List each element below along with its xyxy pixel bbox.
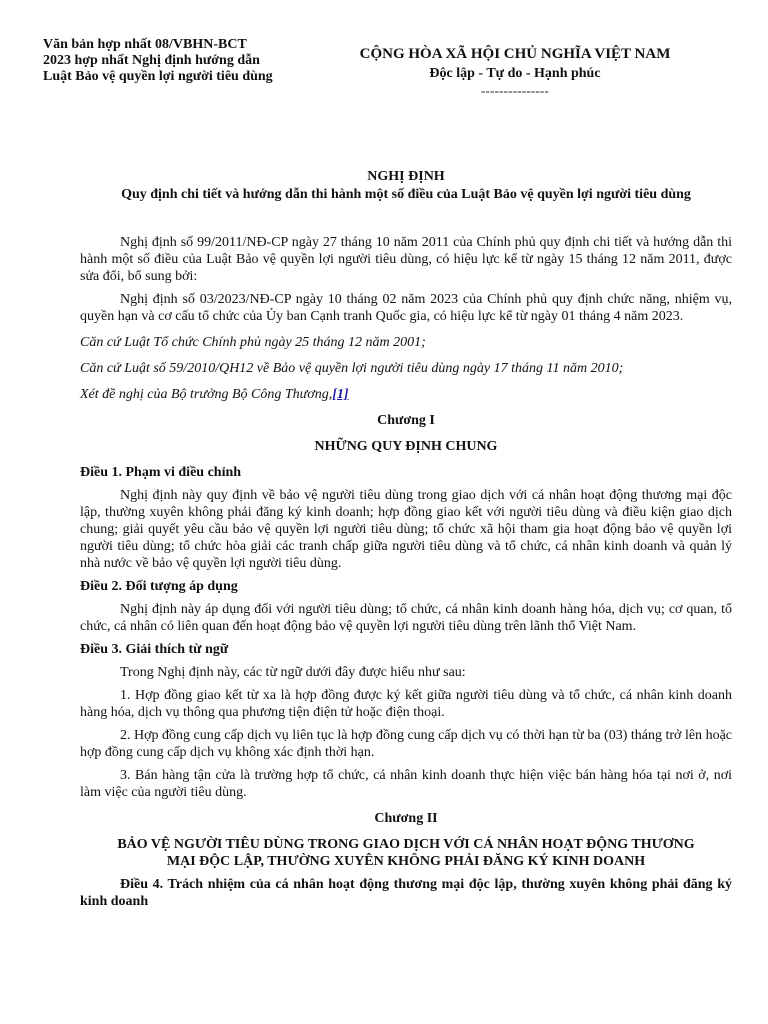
reference-line-2: 2023 hợp nhất Nghị định hướng dẫn bbox=[43, 53, 260, 68]
document-subtitle: Quy định chi tiết và hướng dẫn thi hành một số điều của Luật Bảo vệ quyền lợi người tiêu dùng bbox=[121, 187, 691, 202]
legal-basis-1: Căn cứ Luật Tổ chức Chính phủ ngày 25 tháng 12 năm 2001; bbox=[80, 335, 426, 350]
chapter-2-title-line-2: MẠI ĐỘC LẬP, THƯỜNG XUYÊN KHÔNG PHẢI ĐĂNG KÝ KINH DOANH bbox=[166, 854, 646, 869]
article-3-item-1: 1. Hợp đồng giao kết từ xa là hợp đồng được ký kết giữa người tiêu dùng và tổ chức, cá nhân kinh doanh hàng hóa, dịch vụ thông qua phương tiện điện tử hoặc điện thoại. bbox=[80, 688, 732, 720]
article-2-text: Nghị định này áp dụng đối với người tiêu dùng; tổ chức, cá nhân kinh doanh hàng hóa, dịch vụ; cơ quan, tổ chức, cá nhân có liên quan đến hoạt động bảo vệ quyền lợi người tiêu dùng trên lãnh thổ Việt Nam. bbox=[80, 602, 732, 634]
preamble-paragraph-1: Nghị định số 99/2011/NĐ-CP ngày 27 tháng 10 năm 2011 của Chính phủ quy định chi tiết và hướng dẫn thi hành một số điều của Luật Bảo vệ quyền lợi người tiêu dùng, có hiệu lực kể từ ngày 15 tháng 12 năm 2011, được sửa đổi, bổ sung bởi: bbox=[80, 235, 732, 284]
chapter-2-title-line-1: BẢO VỆ NGƯỜI TIÊU DÙNG TRONG GIAO DỊCH VỚI CÁ NHÂN HOẠT ĐỘNG THƯƠNG bbox=[117, 837, 695, 852]
chapter-2-title bbox=[80, 836, 732, 870]
article-3-title: Điều 3. Giải thích từ ngữ bbox=[80, 642, 229, 657]
national-header bbox=[330, 44, 700, 97]
proposal-line bbox=[80, 386, 732, 403]
footnote-link[interactable]: [1] bbox=[332, 387, 349, 402]
article-1-text: Nghị định này quy định về bảo vệ người tiêu dùng trong giao dịch với cá nhân hoạt động thương mại độc lập, thường xuyên không phải đăng ký kinh doanh; hợp đồng giao kết với người tiêu dùng và điều kiện giao dịch chung; giải quyết yêu cầu bảo vệ quyền lợi người tiêu dùng; tổ chức xã hội tham gia hoạt động bảo vệ quyền lợi người tiêu dùng; tổ chức hòa giải các tranh chấp giữa người tiêu dùng và tổ chức, cá nhân kinh doanh và quản lý nhà nước về bảo vệ quyền lợi người tiêu dùng. bbox=[80, 488, 732, 571]
article-1-title: Điều 1. Phạm vi điều chỉnh bbox=[80, 465, 242, 480]
document-title: NGHỊ ĐỊNH bbox=[367, 169, 445, 184]
chapter-1-label: Chương I bbox=[377, 413, 435, 428]
article-3-intro: Trong Nghị định này, các từ ngữ dưới đây được hiểu như sau: bbox=[120, 665, 466, 680]
chapter-2-label: Chương II bbox=[374, 811, 438, 826]
article-3-item-2: 2. Hợp đồng cung cấp dịch vụ liên tục là hợp đồng cung cấp dịch vụ có thời hạn từ ba (03) tháng trở lên hoặc hợp đồng cung cấp dịch vụ không xác định thời hạn. bbox=[80, 728, 732, 760]
preamble-paragraph-2: Nghị định số 03/2023/NĐ-CP ngày 10 tháng 02 năm 2023 của Chính phủ quy định chức năng, nhiệm vụ, quyền hạn và cơ cấu tổ chức của Ủy ban Cạnh tranh Quốc gia, có hiệu lực kể từ ngày 01 tháng 4 năm 2023. bbox=[80, 292, 732, 324]
article-2-title: Điều 2. Đối tượng áp dụng bbox=[80, 579, 238, 594]
legal-basis-2: Căn cứ Luật số 59/2010/QH12 về Bảo vệ quyền lợi người tiêu dùng ngày 17 tháng 11 năm 2010; bbox=[80, 361, 624, 376]
document-body bbox=[80, 168, 732, 910]
consolidated-doc-reference bbox=[43, 37, 303, 85]
proposal-text: Xét đề nghị của Bộ trưởng Bộ Công Thương, bbox=[80, 387, 333, 402]
national-motto: Độc lập - Tự do - Hạnh phúc bbox=[429, 66, 601, 81]
chapter-1-title: NHỮNG QUY ĐỊNH CHUNG bbox=[314, 439, 498, 454]
nation-name: CỘNG HÒA XÃ HỘI CHỦ NGHĨA VIỆT NAM bbox=[359, 46, 671, 62]
reference-line-1: Văn bản hợp nhất 08/VBHN-BCT bbox=[43, 37, 247, 52]
article-3-item-3: 3. Bán hàng tận cửa là trường hợp tổ chức, cá nhân kinh doanh thực hiện việc bán hàng hóa tại nơi ở, nơi làm việc của người tiêu dùng. bbox=[80, 768, 732, 800]
reference-line-3: Luật Bảo vệ quyền lợi người tiêu dùng bbox=[43, 69, 273, 84]
article-4-title: Điều 4. Trách nhiệm của cá nhân hoạt động thương mại độc lập, thường xuyên không phải đăng ký kinh doanh bbox=[80, 877, 732, 909]
header-divider: --------------- bbox=[481, 83, 549, 98]
